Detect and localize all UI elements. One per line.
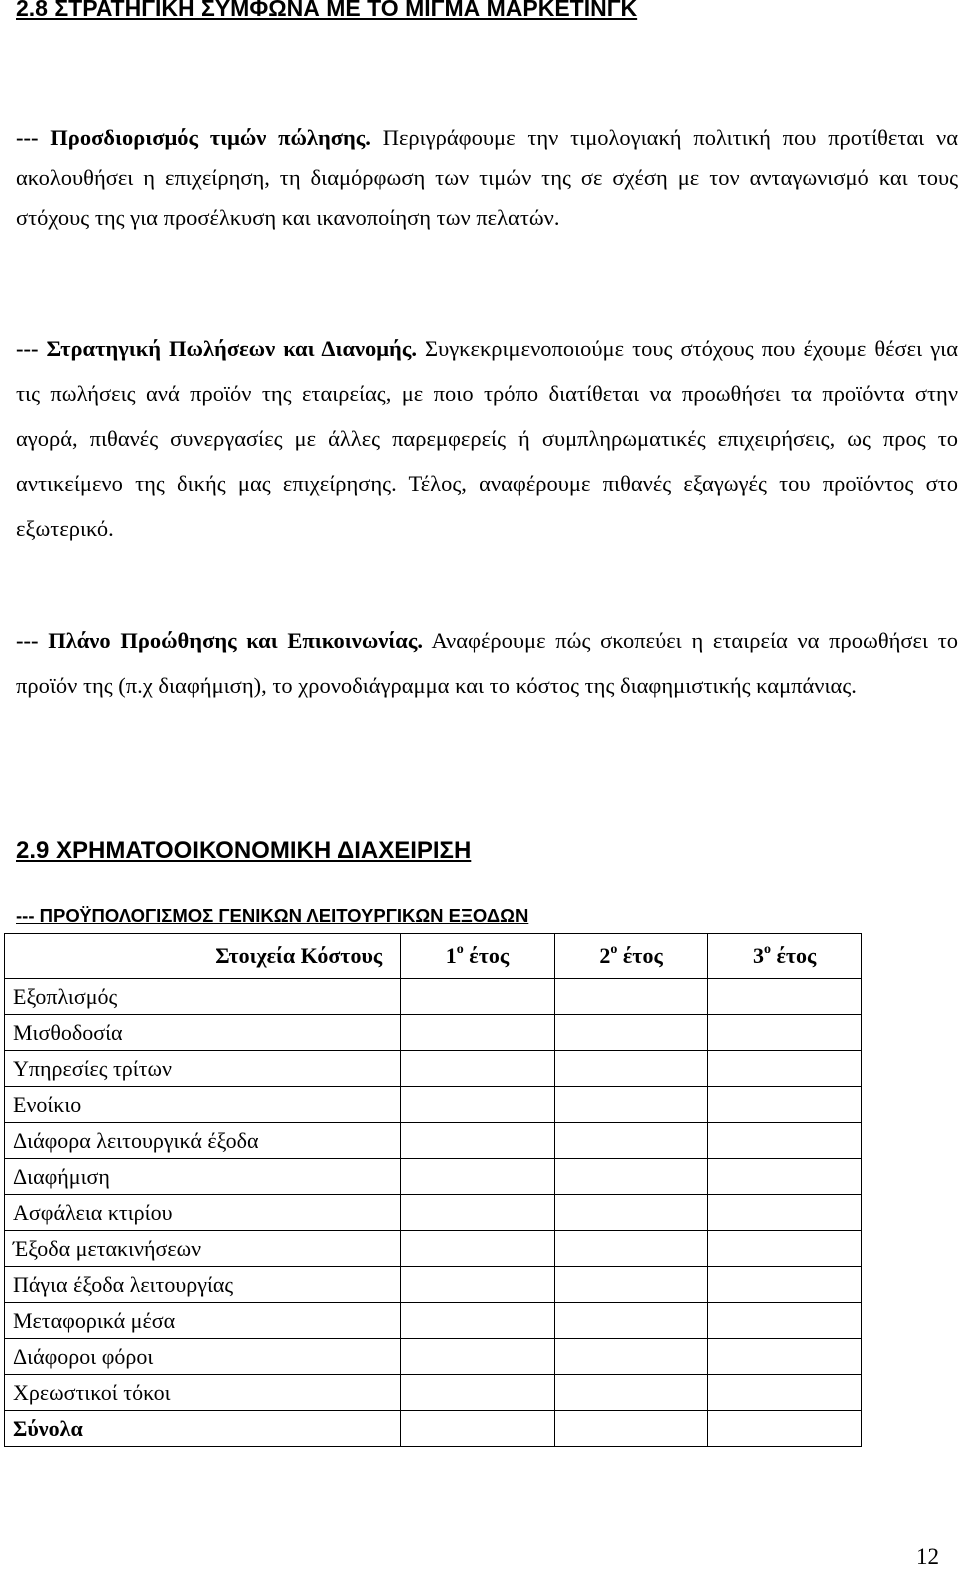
cell-year-1 (401, 1411, 555, 1447)
table-row (5, 1303, 862, 1339)
row-label: Υπηρεσίες τρίτων (5, 1051, 401, 1087)
section-heading-2-8: 2.8 ΣΤΡΑΤΗΓΙΚΗ ΣΥΜΦΩΝΑ ΜΕ ΤΟ ΜΙΓΜΑ ΜΑΡΚΕΤΙΝΓΚ (16, 0, 638, 21)
cell-year-1 (401, 1195, 555, 1231)
row-label: Διάφοροι φόροι (5, 1339, 401, 1375)
table-total-row (5, 1411, 862, 1447)
cell-year-3 (708, 1375, 862, 1411)
cell-year-2 (554, 979, 708, 1015)
table-row (5, 1087, 862, 1123)
page-number: 12 (916, 1544, 939, 1569)
row-label: Μεταφορικά μέσα (5, 1303, 401, 1339)
paragraph-lead: --- Προσδιορισμός τιμών πώλησης. (16, 125, 371, 150)
paragraph-text: Αναφέρουμε πώς σκοπεύει η εταιρεία να προωθήσει το προϊόν της (π.χ διαφήμιση), το χρονοδιάγραμμα και το κόστος της διαφημιστικής καμπάνιας. (16, 628, 958, 698)
cell-year-1 (401, 1051, 555, 1087)
table-row (5, 979, 862, 1015)
cell-year-3 (708, 979, 862, 1015)
table-row (5, 1051, 862, 1087)
table-row (5, 1123, 862, 1159)
table-row (5, 1159, 862, 1195)
row-label: Χρεωστικοί τόκοι (5, 1375, 401, 1411)
cell-year-1 (401, 1231, 555, 1267)
cell-year-1 (401, 1015, 555, 1051)
cell-year-2 (554, 1051, 708, 1087)
cell-year-3 (708, 1123, 862, 1159)
table-row (5, 1015, 862, 1051)
cell-year-2 (554, 1231, 708, 1267)
cell-year-2 (554, 1303, 708, 1339)
row-label: Έξοδα μετακινήσεων (5, 1231, 401, 1267)
cell-year-1 (401, 1123, 555, 1159)
row-label: Ενοίκιο (5, 1087, 401, 1123)
total-label: Σύνολα (5, 1411, 401, 1447)
row-label: Εξοπλισμός (5, 979, 401, 1015)
cell-year-1 (401, 979, 555, 1015)
cell-year-1 (401, 1087, 555, 1123)
paragraph-sales-distribution (16, 326, 958, 551)
cell-year-2 (554, 1411, 708, 1447)
budget-subheading: --- ΠΡΟΫΠΟΛΟΓΙΣΜΟΣ ΓΕΝΙΚΩΝ ΛΕΙΤΟΥΡΓΙΚΩΝ ΕΞΟΔΩΝ (16, 905, 529, 926)
header-year-1: $1^o$ έτος (401, 934, 555, 979)
paragraph-lead: --- Πλάνο Προώθησης και Επικοινωνίας. (16, 628, 423, 653)
cell-year-3 (708, 1051, 862, 1087)
section-heading-2-9: 2.9 ΧΡΗΜΑΤΟΟΙΚΟΝΟΜΙΚΗ ΔΙΑΧΕΙΡΙΣΗ (16, 837, 472, 864)
table-row (5, 1375, 862, 1411)
paragraph-promotion (16, 618, 958, 708)
cell-year-3 (708, 1087, 862, 1123)
cell-year-2 (554, 1159, 708, 1195)
paragraph-text: Περιγράφουμε την τιμολογιακή πολιτική που προτίθεται να ακολουθήσει η επιχείρηση, τη διαμόρφωση των τιμών της σε σχέση με τον ανταγωνισμό και τους στόχους της για προσέλκυση και ικανοποίηση των πελατών. (16, 125, 958, 230)
header-year-2: $2^o$ έτος (554, 934, 708, 979)
row-label: Μισθοδοσία (5, 1015, 401, 1051)
paragraph-pricing (16, 118, 958, 238)
cell-year-3 (708, 1015, 862, 1051)
cell-year-2 (554, 1375, 708, 1411)
row-label: Πάγια έξοδα λειτουργίας (5, 1267, 401, 1303)
cell-year-3 (708, 1267, 862, 1303)
paragraph-lead: --- Στρατηγική Πωλήσεων και Διανομής. (16, 336, 417, 361)
cell-year-3 (708, 1159, 862, 1195)
budget-table (4, 933, 862, 1447)
table-header-row (5, 934, 862, 979)
header-cost-items: Στοιχεία Κόστους (5, 934, 401, 979)
cell-year-1 (401, 1339, 555, 1375)
cell-year-1 (401, 1159, 555, 1195)
cell-year-3 (708, 1411, 862, 1447)
table-row (5, 1339, 862, 1375)
cell-year-2 (554, 1015, 708, 1051)
header-year-3: $3^o$ έτος (708, 934, 862, 979)
cell-year-3 (708, 1339, 862, 1375)
table-row (5, 1195, 862, 1231)
row-label: Διαφήμιση (5, 1159, 401, 1195)
cell-year-3 (708, 1195, 862, 1231)
cell-year-1 (401, 1375, 555, 1411)
cell-year-3 (708, 1303, 862, 1339)
row-label: Ασφάλεια κτιρίου (5, 1195, 401, 1231)
paragraph-text: Συγκεκριμενοποιούμε τους στόχους που έχουμε θέσει για τις πωλήσεις ανά προϊόν της εταιρείας, με ποιο τρόπο διατίθεται να προωθήσει τα προϊόντα στην αγορά, πιθανές συνεργασίες με άλλες παρεμφερείς ή συμπληρωματικές επιχειρήσεις, ως προς το αντικείμενο της δικής μας επιχείρησης. Τέλος, αναφέρουμε πιθανές εξαγωγές του προϊόντος στο εξωτερικό. (16, 336, 958, 541)
row-label: Διάφορα λειτουργικά έξοδα (5, 1123, 401, 1159)
cell-year-3 (708, 1231, 862, 1267)
table-row (5, 1231, 862, 1267)
cell-year-2 (554, 1339, 708, 1375)
cell-year-2 (554, 1087, 708, 1123)
table-row (5, 1267, 862, 1303)
cell-year-1 (401, 1267, 555, 1303)
cell-year-2 (554, 1195, 708, 1231)
cell-year-2 (554, 1267, 708, 1303)
cell-year-1 (401, 1303, 555, 1339)
cell-year-2 (554, 1123, 708, 1159)
